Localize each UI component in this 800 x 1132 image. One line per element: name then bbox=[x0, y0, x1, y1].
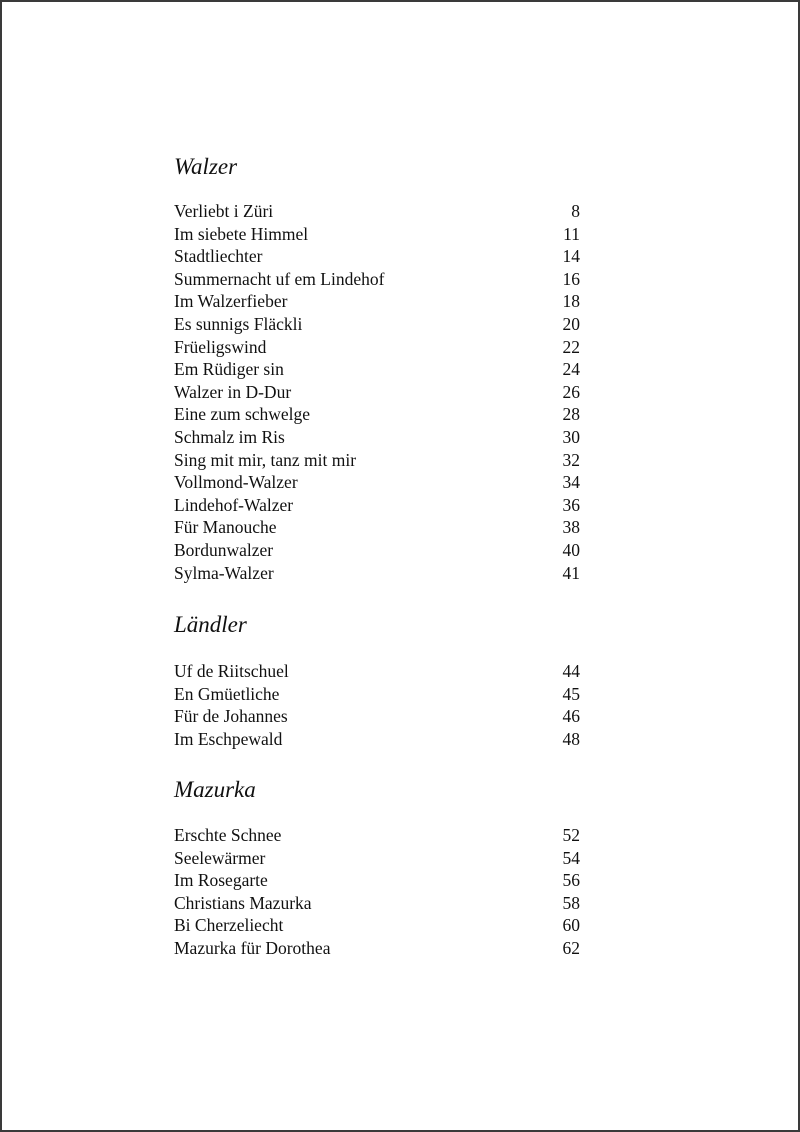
entry-page-number: 18 bbox=[562, 291, 580, 312]
entry-title: Lindehof-Walzer bbox=[174, 494, 294, 515]
entry-title: Em Rüdiger sin bbox=[174, 359, 284, 380]
toc-entry bbox=[174, 728, 580, 751]
toc-entry bbox=[174, 869, 580, 892]
entry-title: Summernacht uf em Lindehof bbox=[174, 268, 385, 289]
entry-title: Mazurka für Dorothea bbox=[174, 937, 331, 958]
entry-page-number: 46 bbox=[562, 706, 580, 727]
toc-entry bbox=[174, 268, 580, 291]
toc-entry bbox=[174, 313, 580, 336]
entry-title: Schmalz im Ris bbox=[174, 426, 285, 447]
document-page bbox=[2, 2, 798, 1130]
entry-page-number: 20 bbox=[562, 313, 580, 334]
toc-entry bbox=[174, 290, 580, 313]
toc-entry bbox=[174, 892, 580, 915]
entry-title: Im Rosegarte bbox=[174, 870, 268, 891]
toc-entry bbox=[174, 847, 580, 870]
entry-page-number: 58 bbox=[562, 892, 580, 913]
entry-page-number: 26 bbox=[562, 381, 580, 402]
toc-entry bbox=[174, 705, 580, 728]
entry-title: Uf de Riitschuel bbox=[174, 661, 289, 681]
toc-entry bbox=[174, 358, 580, 381]
entry-title: Erschte Schnee bbox=[174, 825, 282, 845]
entry-page-number: 22 bbox=[562, 336, 580, 357]
toc-entry bbox=[174, 449, 580, 472]
entry-title: Seelewärmer bbox=[174, 847, 266, 868]
toc-entry bbox=[174, 494, 580, 517]
toc-entry bbox=[174, 683, 580, 706]
entry-page-number: 45 bbox=[562, 683, 580, 704]
entry-page-number: 28 bbox=[562, 404, 580, 425]
entry-page-number: 38 bbox=[562, 517, 580, 538]
entry-page-number: 48 bbox=[562, 728, 580, 749]
toc-entry bbox=[174, 914, 580, 937]
toc-entry bbox=[174, 381, 580, 404]
entry-page-number: 56 bbox=[562, 870, 580, 891]
entry-title: Eine zum schwelge bbox=[174, 404, 311, 425]
section-title-mazurka: Mazurka bbox=[174, 777, 256, 802]
toc-entry bbox=[174, 403, 580, 426]
entry-page-number: 14 bbox=[562, 246, 580, 267]
entry-title: Früeligswind bbox=[174, 336, 267, 357]
entry-page-number: 60 bbox=[562, 915, 580, 936]
entry-title: Für de Johannes bbox=[174, 706, 288, 727]
entry-title: Bordunwalzer bbox=[174, 539, 274, 560]
entry-title: Im siebete Himmel bbox=[174, 223, 309, 244]
entry-page-number: 8 bbox=[571, 201, 580, 221]
toc-entry bbox=[174, 471, 580, 494]
entry-page-number: 34 bbox=[562, 472, 580, 493]
entry-page-number: 44 bbox=[562, 661, 580, 681]
entry-title: Bi Cherzeliecht bbox=[174, 915, 284, 936]
entry-page-number: 41 bbox=[562, 562, 580, 583]
entry-page-number: 40 bbox=[562, 539, 580, 560]
toc-entry bbox=[174, 937, 580, 960]
entry-title: Im Eschpewald bbox=[174, 728, 283, 749]
entry-title: Sylma-Walzer bbox=[174, 562, 274, 583]
entry-page-number: 30 bbox=[562, 426, 580, 447]
entry-page-number: 11 bbox=[563, 223, 580, 244]
toc-entry bbox=[174, 426, 580, 449]
section-title-laendler: Ländler bbox=[174, 612, 247, 637]
entry-list-walzer bbox=[174, 200, 580, 584]
entry-page-number: 16 bbox=[562, 268, 580, 289]
entry-list-mazurka bbox=[174, 824, 580, 960]
entry-title: Vollmond-Walzer bbox=[174, 472, 298, 493]
entry-title: Sing mit mir, tanz mit mir bbox=[174, 449, 357, 470]
entry-page-number: 52 bbox=[562, 825, 580, 845]
toc-entry bbox=[174, 660, 580, 683]
toc-entry bbox=[174, 336, 580, 359]
entry-page-number: 62 bbox=[562, 937, 580, 958]
entry-title: Christians Mazurka bbox=[174, 892, 312, 913]
section-title-walzer: Walzer bbox=[174, 154, 238, 179]
toc-entry bbox=[174, 245, 580, 268]
toc-entry bbox=[174, 562, 580, 585]
entry-page-number: 24 bbox=[562, 359, 580, 380]
entry-title: Im Walzerfieber bbox=[174, 291, 288, 312]
toc-entry bbox=[174, 200, 580, 223]
toc-entry bbox=[174, 516, 580, 539]
entry-page-number: 36 bbox=[562, 494, 580, 515]
entry-title: Es sunnigs Fläckli bbox=[174, 313, 303, 334]
entry-list-laendler bbox=[174, 660, 580, 750]
entry-title: Für Manouche bbox=[174, 517, 277, 538]
entry-title: En Gmüetliche bbox=[174, 683, 280, 704]
entry-title: Verliebt i Züri bbox=[174, 201, 274, 221]
entry-title: Stadtliechter bbox=[174, 246, 263, 267]
entry-page-number: 32 bbox=[562, 449, 580, 470]
entry-title: Walzer in D-Dur bbox=[174, 381, 292, 402]
toc-entry bbox=[174, 824, 580, 847]
toc-entry bbox=[174, 223, 580, 246]
entry-page-number: 54 bbox=[562, 847, 580, 868]
toc-entry bbox=[174, 539, 580, 562]
